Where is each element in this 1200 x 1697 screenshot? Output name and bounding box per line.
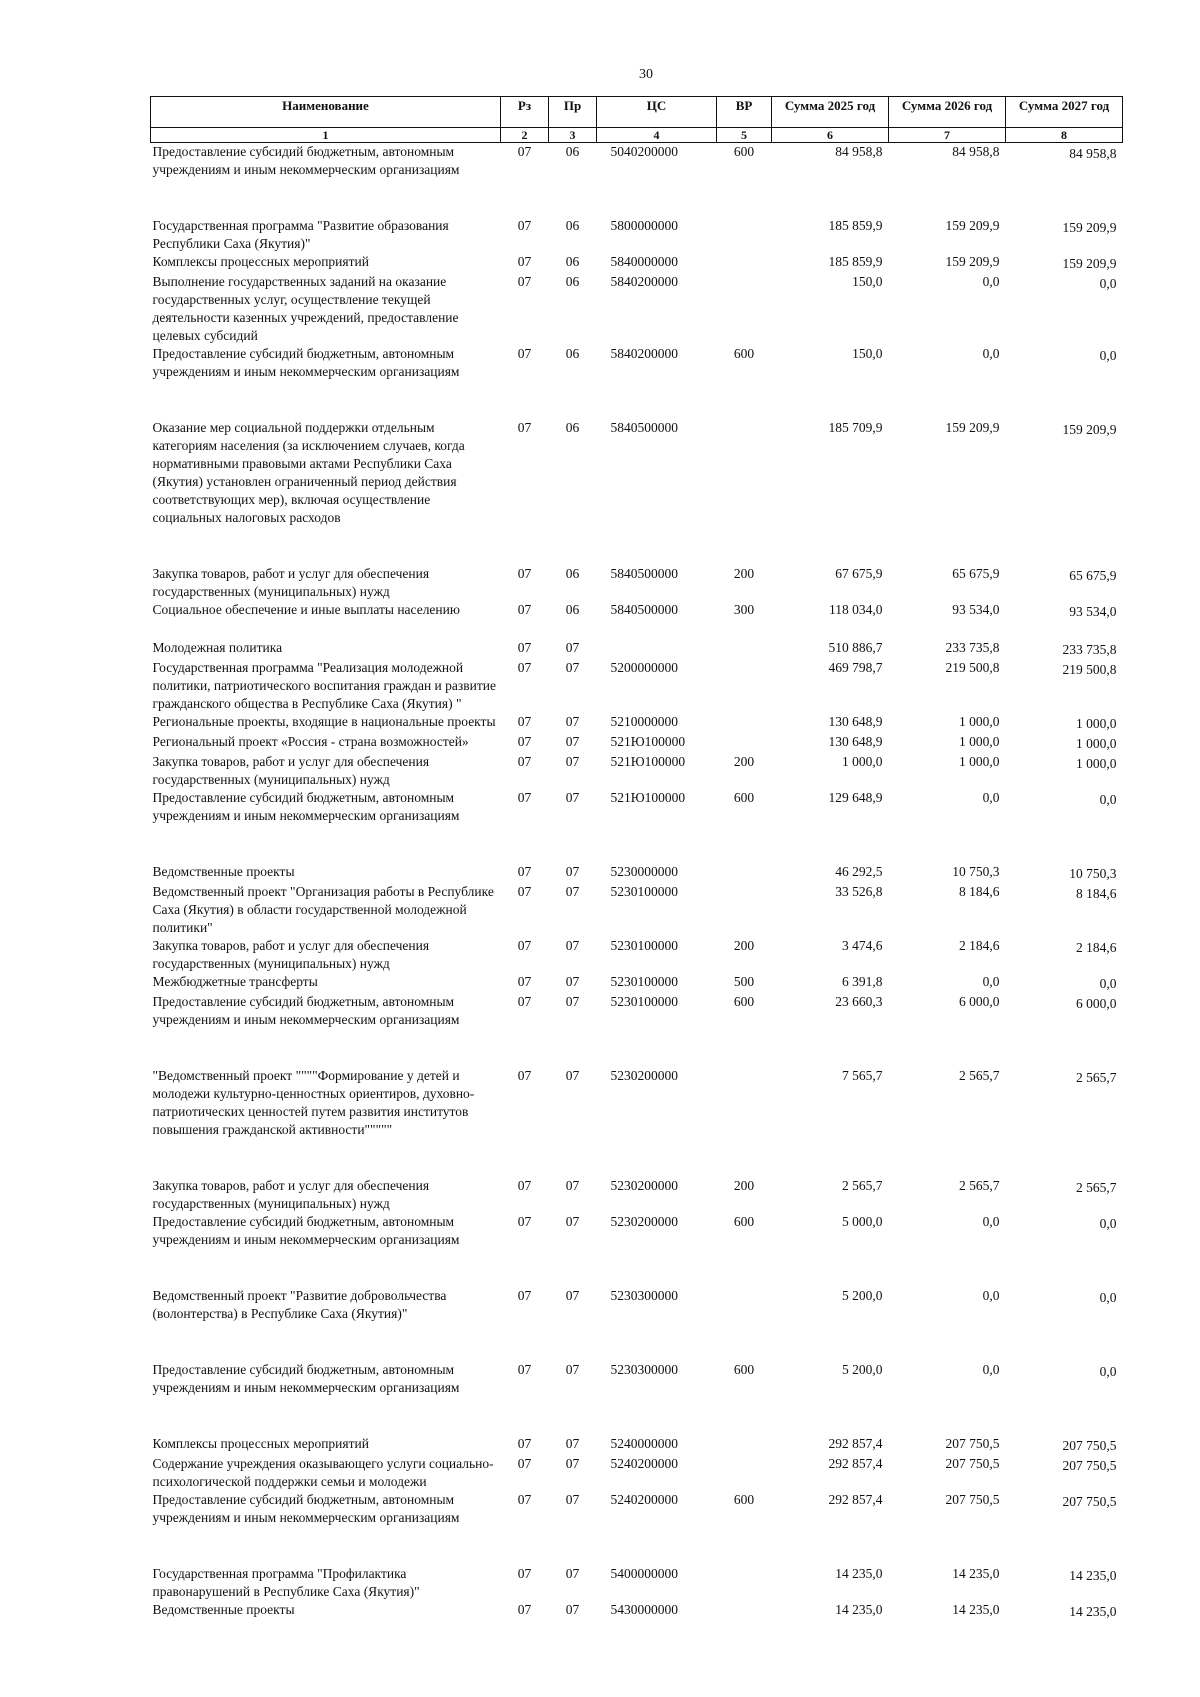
row-vr: 500 — [733, 974, 755, 989]
row-sum-2027: 2 184,6 — [1076, 940, 1117, 955]
table-row — [151, 217, 1123, 253]
row-name: Предоставление субсидий бюджетным, автономным учреждениям и иным некоммерческим организациям — [152, 1362, 460, 1395]
row-rz: 07 — [517, 346, 532, 361]
row-name: Социальное обеспечение и иные выплаты населению — [152, 602, 460, 617]
row-sum-2026: 0,0 — [982, 1362, 1000, 1377]
row-pr: 06 — [565, 254, 580, 269]
row-cs: 5240200000 — [610, 1492, 678, 1507]
row-cs: 5230200000 — [610, 1068, 678, 1083]
row-name: Региональные проекты, входящие в национальные проекты — [152, 714, 496, 729]
row-rz: 07 — [517, 864, 532, 879]
row-name: Содержание учреждения оказывающего услуги социально-психологической поддержки семьи и молодежи — [152, 1456, 494, 1489]
row-pr: 06 — [565, 218, 580, 233]
row-rz: 07 — [517, 1214, 532, 1229]
row-sum-2027: 14 235,0 — [1069, 1604, 1117, 1619]
table-row — [151, 1361, 1123, 1435]
row-pr: 07 — [565, 1214, 580, 1229]
row-cs: 5840200000 — [610, 274, 678, 289]
row-sum-2026: 207 750,5 — [945, 1492, 1000, 1507]
row-cs: 521Ю100000 — [610, 734, 686, 749]
budget-table — [150, 96, 1123, 1621]
row-sum-2025: 510 886,7 — [828, 640, 883, 655]
row-vr: 600 — [733, 1362, 755, 1377]
table-row — [151, 883, 1123, 937]
row-rz: 07 — [517, 714, 532, 729]
row-sum-2026: 14 235,0 — [952, 1602, 1000, 1617]
row-vr: 200 — [733, 1178, 755, 1193]
column-number: 8 — [1006, 128, 1123, 143]
row-sum-2026: 0,0 — [982, 274, 1000, 289]
row-sum-2026: 6 000,0 — [959, 994, 1000, 1009]
row-sum-2026: 159 209,9 — [945, 420, 1000, 435]
row-pr: 07 — [565, 1436, 580, 1451]
row-vr: 300 — [733, 602, 755, 617]
row-cs: 5040200000 — [610, 144, 678, 159]
row-sum-2025: 46 292,5 — [835, 864, 883, 879]
row-sum-2027: 14 235,0 — [1069, 1568, 1117, 1583]
row-pr: 07 — [565, 714, 580, 729]
table-row — [151, 273, 1123, 345]
row-sum-2025: 150,0 — [852, 346, 883, 361]
page-number: 30 — [639, 67, 653, 82]
row-name: Государственная программа "Реализация молодежной политики, патриотического воспитания граждан и развитие гражданского общества в Республике Саха (Якутия) " — [152, 660, 496, 711]
row-pr: 07 — [565, 1492, 580, 1507]
row-name: Выполнение государственных заданий на оказание государственных услуг, осуществление текущей деятельности казенных учреждений, предоставление целевых субсидий — [152, 274, 459, 343]
row-name: Комплексы процессных мероприятий — [152, 1436, 369, 1451]
row-sum-2025: 130 648,9 — [828, 714, 883, 729]
row-sum-2026: 0,0 — [982, 1214, 1000, 1229]
row-cs: 5840500000 — [610, 602, 678, 617]
header-sum-2026: Сумма 2026 год — [889, 97, 1006, 128]
table-row — [151, 973, 1123, 993]
row-sum-2027: 159 209,9 — [1062, 256, 1117, 271]
row-rz: 07 — [517, 974, 532, 989]
row-pr: 06 — [565, 274, 580, 289]
row-cs: 5840200000 — [610, 346, 678, 361]
table-row — [151, 143, 1123, 218]
table-row — [151, 1177, 1123, 1213]
row-pr: 07 — [565, 640, 580, 655]
column-number: 4 — [597, 128, 717, 143]
row-rz: 07 — [517, 1362, 532, 1377]
row-cs: 5230100000 — [610, 884, 678, 899]
row-pr: 07 — [565, 974, 580, 989]
row-sum-2026: 0,0 — [982, 974, 1000, 989]
row-pr: 06 — [565, 144, 580, 159]
row-sum-2026: 84 958,8 — [952, 144, 1000, 159]
row-cs: 5230100000 — [610, 974, 678, 989]
row-sum-2027: 1 000,0 — [1076, 716, 1117, 731]
row-sum-2025: 185 859,9 — [828, 218, 883, 233]
row-name: Закупка товаров, работ и услуг для обеспечения государственных (муниципальных) нужд — [152, 1178, 430, 1211]
row-sum-2027: 0,0 — [1099, 1290, 1117, 1305]
row-vr — [717, 273, 772, 345]
row-vr — [717, 1067, 772, 1177]
row-pr: 07 — [565, 1288, 580, 1303]
row-sum-2026: 159 209,9 — [945, 218, 1000, 233]
header-vr: ВР — [717, 97, 772, 128]
row-sum-2025: 14 235,0 — [835, 1602, 883, 1617]
row-rz: 07 — [517, 734, 532, 749]
row-sum-2025: 7 565,7 — [842, 1068, 883, 1083]
row-vr: 600 — [733, 144, 755, 159]
row-name: Межбюджетные трансферты — [152, 974, 318, 989]
row-name: Предоставление субсидий бюджетным, автономным учреждениям и иным некоммерческим организациям — [152, 994, 460, 1027]
row-vr — [717, 217, 772, 253]
row-pr: 07 — [565, 1566, 580, 1581]
row-cs: 5400000000 — [610, 1566, 678, 1581]
row-rz: 07 — [517, 754, 532, 769]
row-sum-2026: 65 675,9 — [952, 566, 1000, 581]
row-pr: 07 — [565, 734, 580, 749]
row-sum-2025: 3 474,6 — [842, 938, 883, 953]
row-name: Предоставление субсидий бюджетным, автономным учреждениям и иным некоммерческим организациям — [152, 1492, 460, 1525]
row-cs: 521Ю100000 — [610, 754, 686, 769]
column-number: 1 — [151, 128, 501, 143]
row-sum-2026: 1 000,0 — [959, 734, 1000, 749]
row-name: Ведомственные проекты — [152, 1602, 295, 1617]
row-rz: 07 — [517, 420, 532, 435]
row-cs: 5230200000 — [610, 1178, 678, 1193]
row-cs: 5840000000 — [610, 254, 678, 269]
row-name: Предоставление субсидий бюджетным, автономным учреждениям и иным некоммерческим организациям — [152, 346, 460, 379]
table-row — [151, 639, 1123, 659]
row-rz: 07 — [517, 1068, 532, 1083]
row-pr: 07 — [565, 884, 580, 899]
row-pr: 07 — [565, 864, 580, 879]
table-row — [151, 345, 1123, 419]
table-row — [151, 993, 1123, 1067]
row-rz: 07 — [517, 566, 532, 581]
row-pr: 07 — [565, 1362, 580, 1377]
table-row — [151, 1435, 1123, 1455]
row-sum-2027: 207 750,5 — [1062, 1494, 1117, 1509]
row-sum-2026: 207 750,5 — [945, 1456, 1000, 1471]
row-sum-2025: 1 000,0 — [842, 754, 883, 769]
table-body — [151, 143, 1123, 1622]
table-row — [151, 1565, 1123, 1601]
row-vr — [717, 733, 772, 753]
row-cs: 5230100000 — [610, 994, 678, 1009]
row-sum-2026: 2 184,6 — [959, 938, 1000, 953]
row-sum-2025: 6 391,8 — [842, 974, 883, 989]
row-sum-2025: 84 958,8 — [835, 144, 883, 159]
row-sum-2025: 23 660,3 — [835, 994, 883, 1009]
row-sum-2026: 0,0 — [982, 1288, 1000, 1303]
table-row — [151, 1601, 1123, 1621]
table-row — [151, 863, 1123, 883]
row-vr — [717, 713, 772, 733]
row-name: Закупка товаров, работ и услуг для обеспечения государственных (муниципальных) нужд — [152, 938, 430, 971]
row-sum-2026: 10 750,3 — [952, 864, 1000, 879]
row-sum-2027: 10 750,3 — [1069, 866, 1117, 881]
row-pr: 07 — [565, 660, 580, 675]
row-vr — [717, 639, 772, 659]
row-sum-2025: 130 648,9 — [828, 734, 883, 749]
row-sum-2026: 2 565,7 — [959, 1068, 1000, 1083]
row-sum-2027: 159 209,9 — [1062, 220, 1117, 235]
row-sum-2027: 65 675,9 — [1069, 568, 1117, 583]
table-row — [151, 565, 1123, 601]
row-vr — [717, 1435, 772, 1455]
table-row — [151, 753, 1123, 789]
column-number: 5 — [717, 128, 772, 143]
row-sum-2026: 0,0 — [982, 346, 1000, 361]
row-sum-2025: 2 565,7 — [842, 1178, 883, 1193]
row-sum-2026: 14 235,0 — [952, 1566, 1000, 1581]
table-row — [151, 1491, 1123, 1565]
row-sum-2025: 5 200,0 — [842, 1362, 883, 1377]
row-name: Государственная программа "Профилактика правонарушений в Республике Саха (Якутия)" — [152, 1566, 420, 1599]
row-rz: 07 — [517, 1456, 532, 1471]
header-rz: Рз — [501, 97, 549, 128]
row-vr — [717, 1601, 772, 1621]
row-rz: 07 — [517, 994, 532, 1009]
row-sum-2026: 219 500,8 — [945, 660, 1000, 675]
row-pr: 07 — [565, 1178, 580, 1193]
row-cs: 5230100000 — [610, 938, 678, 953]
row-pr: 06 — [565, 420, 580, 435]
row-vr — [717, 253, 772, 273]
row-name: Ведомственный проект "Развитие добровольчества (волонтерства) в Республике Саха (Якутия)" — [152, 1288, 447, 1321]
row-cs — [597, 639, 717, 659]
row-sum-2027: 1 000,0 — [1076, 736, 1117, 751]
table-row — [151, 1455, 1123, 1491]
column-number: 6 — [772, 128, 889, 143]
table-row — [151, 1213, 1123, 1287]
row-cs: 5230300000 — [610, 1362, 678, 1377]
row-vr — [717, 863, 772, 883]
row-name: Предоставление субсидий бюджетным, автономным учреждениям и иным некоммерческим организациям — [152, 1214, 460, 1247]
row-name: Оказание мер социальной поддержки отдельным категориям населения (за исключением случаев, когда нормативными правовыми актами Республики Саха (Якутия) установлен ограниченный период действия соответствующих мер), включая осуществление социальных налоговых расходов — [152, 420, 465, 525]
row-sum-2027: 0,0 — [1099, 792, 1117, 807]
row-rz: 07 — [517, 1288, 532, 1303]
row-rz: 07 — [517, 602, 532, 617]
row-vr: 200 — [733, 938, 755, 953]
row-sum-2027: 207 750,5 — [1062, 1458, 1117, 1473]
row-vr — [717, 419, 772, 565]
table-row — [151, 733, 1123, 753]
row-sum-2025: 5 000,0 — [842, 1214, 883, 1229]
row-pr: 07 — [565, 1456, 580, 1471]
row-name: Ведомственные проекты — [152, 864, 295, 879]
header-row — [151, 97, 1123, 128]
row-name: Предоставление субсидий бюджетным, автономным учреждениям и иным некоммерческим организациям — [152, 790, 460, 823]
row-cs: 5230200000 — [610, 1214, 678, 1229]
row-rz: 07 — [517, 218, 532, 233]
table-row — [151, 601, 1123, 639]
table-row — [151, 1067, 1123, 1177]
row-rz: 07 — [517, 938, 532, 953]
row-cs: 5840500000 — [610, 420, 678, 435]
row-rz: 07 — [517, 1178, 532, 1193]
table-row — [151, 713, 1123, 733]
row-sum-2026: 159 209,9 — [945, 254, 1000, 269]
row-sum-2025: 292 857,4 — [828, 1456, 883, 1471]
row-sum-2027: 0,0 — [1099, 1364, 1117, 1379]
row-vr: 600 — [733, 1214, 755, 1229]
row-sum-2026: 207 750,5 — [945, 1436, 1000, 1451]
header-pr: Пр — [549, 97, 597, 128]
table-row — [151, 419, 1123, 565]
table-row — [151, 789, 1123, 863]
row-sum-2027: 0,0 — [1099, 976, 1117, 991]
row-sum-2026: 8 184,6 — [959, 884, 1000, 899]
column-number: 3 — [549, 128, 597, 143]
row-pr: 07 — [565, 938, 580, 953]
row-vr: 200 — [733, 566, 755, 581]
row-sum-2027: 233 735,8 — [1062, 642, 1117, 657]
row-pr: 06 — [565, 566, 580, 581]
row-pr: 07 — [565, 754, 580, 769]
row-sum-2027: 93 534,0 — [1069, 604, 1117, 619]
row-cs: 5430000000 — [610, 1602, 678, 1617]
row-vr: 600 — [733, 790, 755, 805]
row-name: Государственная программа "Развитие образования Республики Саха (Якутия)" — [152, 218, 449, 251]
row-sum-2027: 219 500,8 — [1062, 662, 1117, 677]
header-sum-2025: Сумма 2025 год — [772, 97, 889, 128]
row-sum-2026: 0,0 — [982, 790, 1000, 805]
row-vr: 200 — [733, 754, 755, 769]
row-vr: 600 — [733, 346, 755, 361]
row-sum-2027: 0,0 — [1099, 348, 1117, 363]
row-pr: 06 — [565, 346, 580, 361]
row-pr: 07 — [565, 1068, 580, 1083]
table-row — [151, 1287, 1123, 1361]
header-name: Наименование — [151, 97, 501, 128]
row-pr: 06 — [565, 602, 580, 617]
row-rz: 07 — [517, 1566, 532, 1581]
row-name: "Ведомственный проект """"Формирование у детей и молодежи культурно-ценностных ориентиров, духовно-патриотических ценностей путем развития институтов повышения гражданской активности""""" — [152, 1068, 475, 1137]
row-vr — [717, 883, 772, 937]
row-sum-2025: 292 857,4 — [828, 1492, 883, 1507]
row-sum-2025: 118 034,0 — [829, 602, 883, 617]
row-rz: 07 — [517, 660, 532, 675]
row-pr: 07 — [565, 790, 580, 805]
row-rz: 07 — [517, 274, 532, 289]
row-sum-2025: 150,0 — [852, 274, 883, 289]
table-row — [151, 937, 1123, 973]
row-sum-2026: 93 534,0 — [952, 602, 1000, 617]
row-cs: 521Ю100000 — [610, 790, 686, 805]
row-rz: 07 — [517, 144, 532, 159]
row-sum-2025: 185 859,9 — [828, 254, 883, 269]
row-vr — [717, 1455, 772, 1491]
row-sum-2027: 2 565,7 — [1076, 1180, 1117, 1195]
row-name: Молодежная политика — [152, 640, 283, 655]
row-name: Предоставление субсидий бюджетным, автономным учреждениям и иным некоммерческим организациям — [152, 144, 460, 177]
row-cs: 5800000000 — [610, 218, 678, 233]
row-sum-2027: 207 750,5 — [1062, 1438, 1117, 1453]
row-vr — [717, 1565, 772, 1601]
table-row — [151, 659, 1123, 713]
row-vr: 600 — [733, 1492, 755, 1507]
row-sum-2027: 6 000,0 — [1076, 996, 1117, 1011]
row-sum-2025: 185 709,9 — [828, 420, 883, 435]
row-vr — [717, 659, 772, 713]
row-rz: 07 — [517, 640, 532, 655]
header-sum-2027: Сумма 2027 год — [1006, 97, 1123, 128]
row-sum-2027: 8 184,6 — [1076, 886, 1117, 901]
row-cs: 5230300000 — [610, 1288, 678, 1303]
column-number: 2 — [501, 128, 549, 143]
row-rz: 07 — [517, 1602, 532, 1617]
row-cs: 5240200000 — [610, 1456, 678, 1471]
row-rz: 07 — [517, 884, 532, 899]
row-sum-2025: 5 200,0 — [842, 1288, 883, 1303]
row-sum-2026: 2 565,7 — [959, 1178, 1000, 1193]
row-name: Региональный проект «Россия - страна возможностей» — [152, 734, 469, 749]
row-sum-2026: 1 000,0 — [959, 714, 1000, 729]
row-name: Закупка товаров, работ и услуг для обеспечения государственных (муниципальных) нужд — [152, 566, 430, 599]
table-row — [151, 253, 1123, 273]
row-name: Комплексы процессных мероприятий — [152, 254, 369, 269]
row-vr: 600 — [733, 994, 755, 1009]
row-sum-2026: 233 735,8 — [945, 640, 1000, 655]
row-vr — [717, 1287, 772, 1361]
row-pr: 07 — [565, 994, 580, 1009]
row-sum-2025: 33 526,8 — [835, 884, 883, 899]
row-name: Закупка товаров, работ и услуг для обеспечения государственных (муниципальных) нужд — [152, 754, 430, 787]
row-rz: 07 — [517, 790, 532, 805]
row-rz: 07 — [517, 254, 532, 269]
row-pr: 07 — [565, 1602, 580, 1617]
row-sum-2027: 2 565,7 — [1076, 1070, 1117, 1085]
row-name: Ведомственный проект "Организация работы в Республике Саха (Якутия) в области государственной молодежной политики" — [152, 884, 494, 935]
row-sum-2027: 0,0 — [1099, 1216, 1117, 1231]
row-sum-2027: 1 000,0 — [1076, 756, 1117, 771]
table-header — [151, 97, 1123, 143]
row-cs: 5200000000 — [610, 660, 678, 675]
column-number-row — [151, 128, 1123, 143]
row-sum-2025: 67 675,9 — [835, 566, 883, 581]
row-cs: 5210000000 — [610, 714, 678, 729]
row-cs: 5840500000 — [610, 566, 678, 581]
row-cs: 5240000000 — [610, 1436, 678, 1451]
row-sum-2027: 84 958,8 — [1069, 146, 1117, 161]
row-sum-2026: 1 000,0 — [959, 754, 1000, 769]
row-sum-2025: 469 798,7 — [828, 660, 883, 675]
row-cs: 5230000000 — [610, 864, 678, 879]
column-number: 7 — [889, 128, 1006, 143]
row-sum-2027: 159 209,9 — [1062, 422, 1117, 437]
row-rz: 07 — [517, 1492, 532, 1507]
row-sum-2025: 129 648,9 — [828, 790, 883, 805]
row-sum-2025: 14 235,0 — [835, 1566, 883, 1581]
header-cs: ЦС — [597, 97, 717, 128]
row-sum-2025: 292 857,4 — [828, 1436, 883, 1451]
row-sum-2027: 0,0 — [1099, 276, 1117, 291]
row-rz: 07 — [517, 1436, 532, 1451]
